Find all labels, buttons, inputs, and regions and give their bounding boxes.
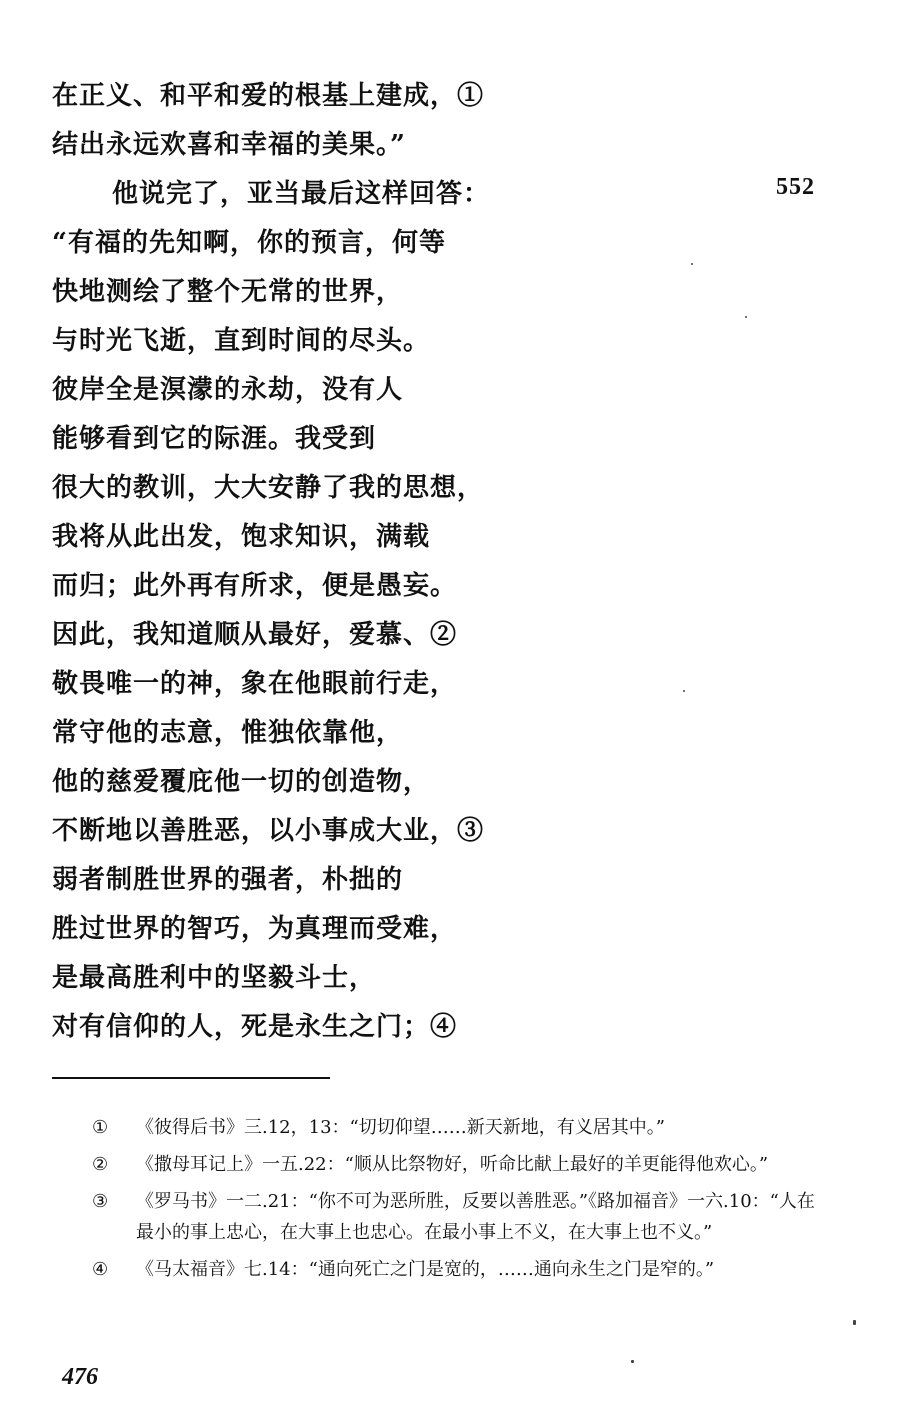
verse-line: 敬畏唯一的神，象在他眼前行走，	[52, 669, 458, 699]
footnote-text: 《马太福音》七.14：“通向死亡之门是宽的，……通向永生之门是窄的。”	[136, 1259, 715, 1280]
footnote	[92, 1254, 827, 1285]
verse-line: 他的慈爱覆庇他一切的创造物，	[52, 767, 431, 797]
poem-text	[52, 72, 752, 1052]
scan-speck	[745, 316, 747, 318]
verse-line: 快地测绘了整个无常的世界，	[52, 277, 404, 307]
verse-line: 胜过世界的智巧，为真理而受难，	[52, 914, 458, 944]
verse-line: 对有信仰的人，死是永生之门；④	[52, 1012, 458, 1042]
footnotes	[92, 1112, 827, 1291]
footnote-text: 《撒母耳记上》一五.22：“顺从比祭物好，听命比献上最好的羊更能得他欢心。”	[136, 1154, 769, 1175]
footnote	[92, 1186, 827, 1248]
verse-line: 彼岸全是溟濛的永劫，没有人	[52, 375, 404, 405]
scan-speck	[631, 1360, 634, 1363]
page-number: 476	[62, 1364, 98, 1390]
verse-line: 因此，我知道顺从最好，爱慕、②	[52, 620, 458, 650]
scan-speck	[683, 690, 685, 692]
footnote-text: 《彼得后书》三.12，13：“切切仰望……新天新地，有义居其中。”	[136, 1117, 665, 1138]
footnote-marker: ①	[92, 1117, 109, 1138]
verse-line: 我将从此出发，饱求知识，满载	[52, 522, 431, 552]
verse-line: “有福的先知啊，你的预言，何等	[52, 228, 446, 258]
footnote-marker: ②	[92, 1154, 109, 1175]
verse-line: 在正义、和平和爱的根基上建成，①	[52, 81, 485, 111]
verse-line: 结出永远欢喜和幸福的美果。”	[52, 130, 406, 160]
verse-line: 他说完了，亚当最后这样回答：	[112, 179, 491, 209]
footnote-marker: ④	[92, 1259, 109, 1280]
scan-speck	[691, 263, 693, 265]
footnote-marker: ③	[92, 1191, 109, 1212]
verse-line: 而归；此外再有所求，便是愚妄。	[52, 571, 458, 601]
footnote-divider	[52, 1077, 330, 1079]
verse-line: 与时光飞逝，直到时间的尽头。	[52, 326, 431, 356]
footnote	[92, 1112, 827, 1143]
footnote-text: 《罗马书》一二.21：“你不可为恶所胜，反要以善胜恶。”《路加福音》一六.10：“人在最小的事上忠心，在大事上也忠心。在最小事上不义，在大事上也不义。”	[136, 1191, 815, 1243]
verse-line: 很大的教训，大大安静了我的思想，	[52, 473, 485, 503]
scan-speck	[853, 1320, 856, 1325]
line-number: 552	[776, 174, 815, 200]
verse-line: 是最高胜利中的坚毅斗士，	[52, 963, 377, 993]
verse-line: 弱者制胜世界的强者，朴拙的	[52, 865, 404, 895]
verse-line: 不断地以善胜恶，以小事成大业，③	[52, 816, 485, 846]
verse-line: 能够看到它的际涯。我受到	[52, 424, 377, 454]
verse-line: 常守他的志意，惟独依靠他，	[52, 718, 404, 748]
footnote	[92, 1149, 827, 1180]
